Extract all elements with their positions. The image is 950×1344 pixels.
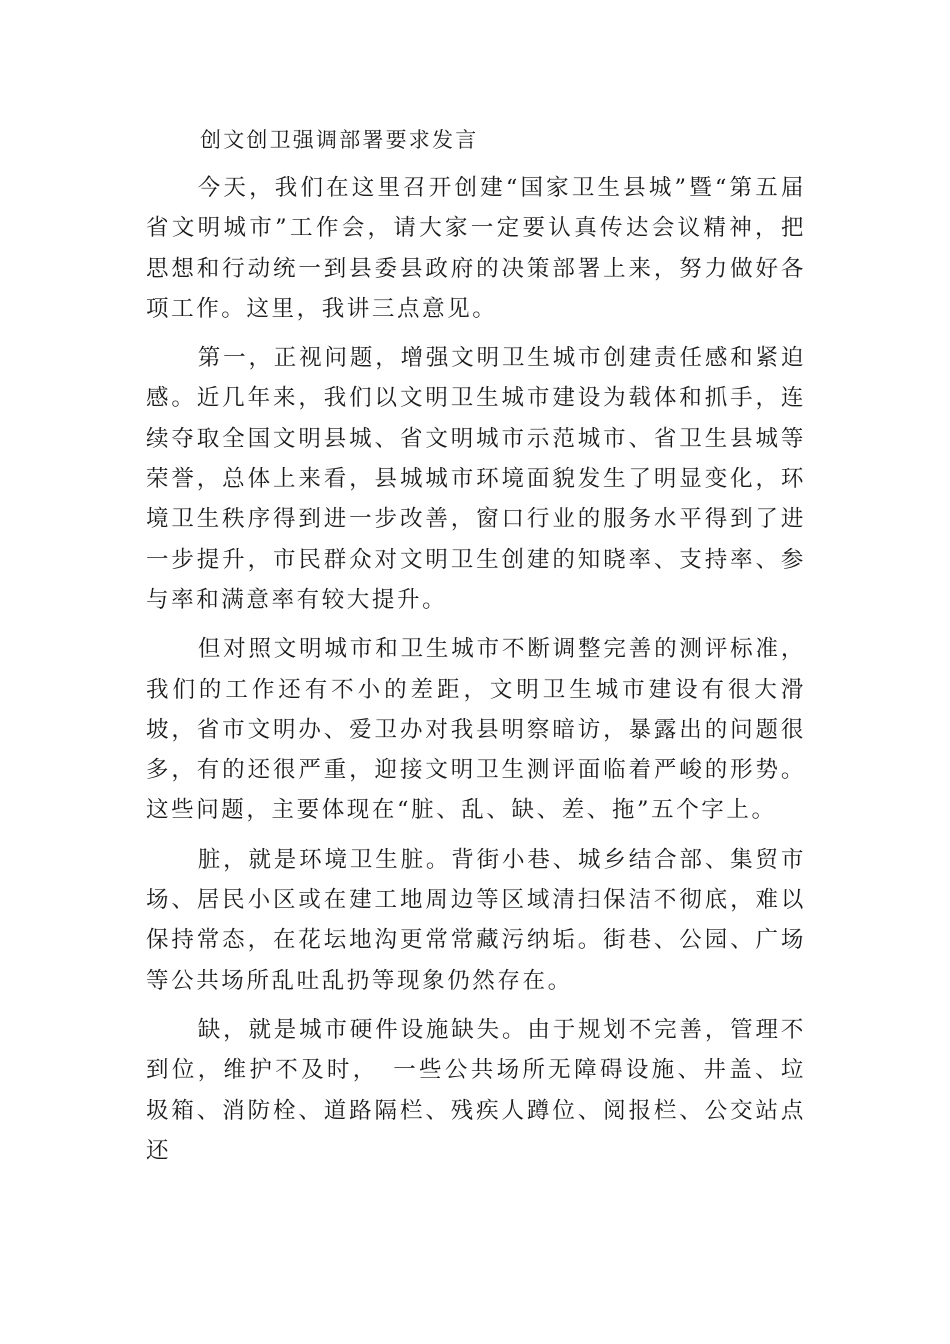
paragraph-dirty: 脏，就是环境卫生脏。背街小巷、城乡结合部、集贸市场、居民小区或在建工地周边等区域清扫保洁不彻底，难以保持常态，在花坛地沟更常常藏污纳垢。街巷、公园、广场等公共场所乱吐乱扔等现象仍然存在。: [146, 846, 806, 994]
paragraph-point-one: 第一，正视问题，增强文明卫生城市创建责任感和紧迫感。近几年来，我们以文明卫生城市建设为载体和抓手，连续夺取全国文明县城、省文明城市示范城市、省卫生县城等荣誉，总体上来看，县城城市环境面貌发生了明显变化，环境卫生秩序得到进一步改善，窗口行业的服务水平得到了进一步提升，市民群众对文明卫生创建的知晓率、支持率、参与率和满意率有较大提升。: [146, 345, 806, 613]
document-body: [146, 120, 806, 1171]
paragraph-opening: 今天，我们在这里召开创建“国家卫生县城”暨“第五届省文明城市”工作会，请大家一定要认真传达会议精神，把思想和行动统一到县委县政府的决策部署上来，努力做好各项工作。这里，我讲三点意见。: [146, 175, 806, 322]
paragraph-missing: 缺，就是城市硬件设施缺失。由于规划不完善，管理不到位，维护不及时， 一些公共场所无障碍设施、井盖、垃圾箱、消防栓、道路隔栏、残疾人蹲位、阅报栏、公交站点还: [146, 1016, 806, 1164]
document-title: 创文创卫强调部署要求发言: [200, 128, 479, 152]
paragraph-gaps: 但对照文明城市和卫生城市不断调整完善的测评标准，我们的工作还有不小的差距，文明卫生城市建设有很大滑坡，省市文明办、爱卫办对我县明察暗访，暴露出的问题很多，有的还很严重，迎接文明卫生测评面临着严峻的形势。这些问题，主要体现在“脏、乱、缺、差、拖”五个字上。: [146, 636, 806, 824]
